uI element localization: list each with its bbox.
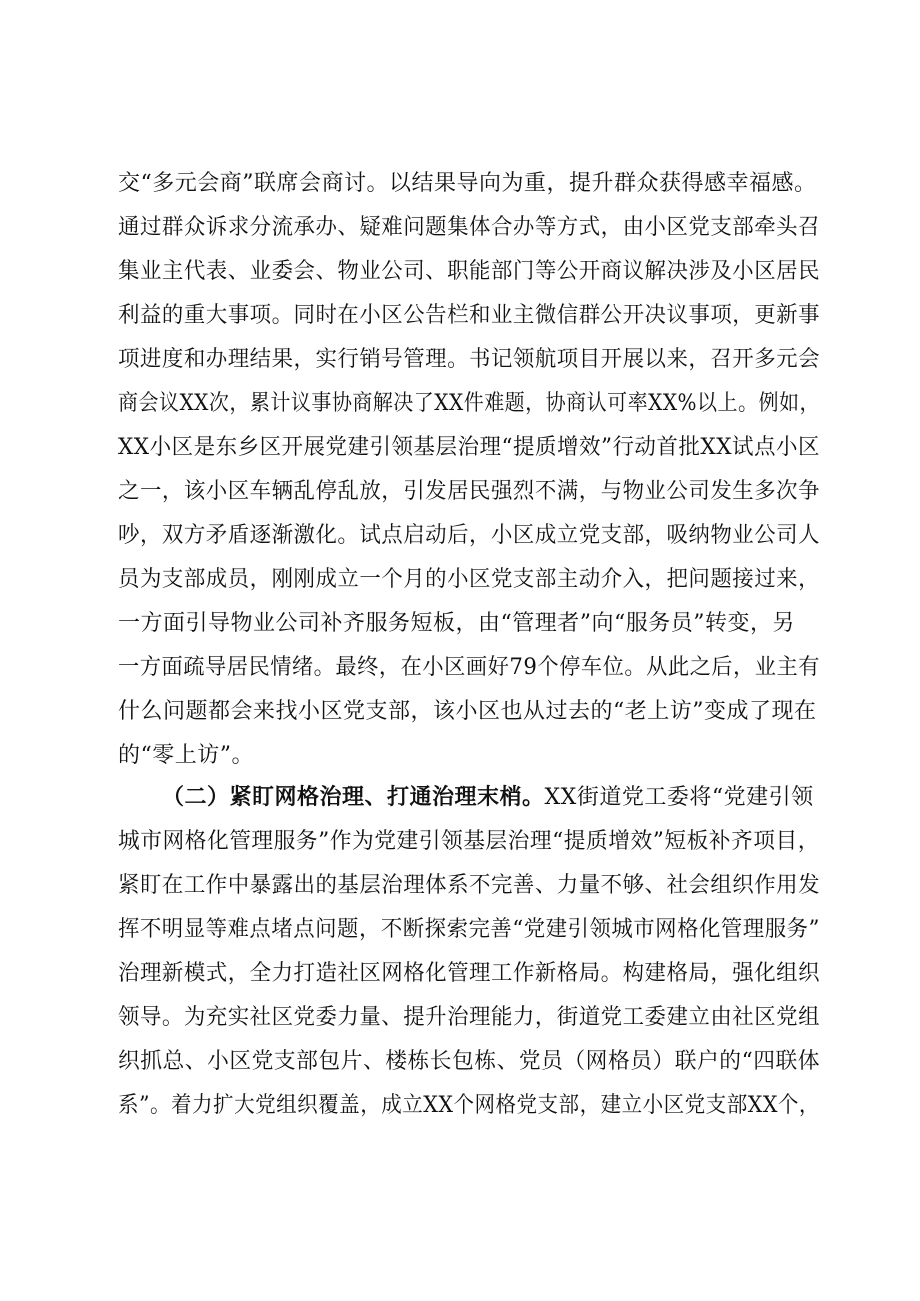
text-line: 什么问题都会来找小区党支部，该小区也从过去的“老上访”变成了现在 [118,699,817,724]
text-line: 之一，该小区车辆乱停乱放，引发居民强烈不满，与物业公司发生多次争 [118,479,821,504]
text-line: 织抓总、小区党支部包片、楼栋长包栋、党员（网格员）联户的“四联体 [118,1049,821,1074]
text-line: 城市网格化管理服务”作为党建引领基层治理“提质增效”短板补齐项目， [118,829,821,854]
text-line: XX小区是东乡区开展党建引领基层治理“提质增效”行动首批XX试点小区 [118,435,820,460]
text-line: 交“多元会商”联席会商讨。以结果导向为重，提升群众获得感幸福感。 [118,171,817,196]
text-line: 项进度和办理结果，实行销号管理。书记领航项目开展以来，召开多元会 [118,347,821,372]
text-line: 吵，双方矛盾逐渐激化。试点启动后，小区成立党支部，吸纳物业公司人 [118,523,821,548]
text-line: 商会议XX次，累计议事协商解决了XX件难题，协商认可率XX%以上。例如， [118,391,820,416]
text-line: 一方面疏导居民情绪。最终，在小区画好79个停车位。从此之后，业主有 [118,655,821,680]
paragraph-1 [118,162,820,778]
text-line: 利益的重大事项。同时在小区公告栏和业主微信群公开决议事项，更新事 [118,303,821,328]
text-line: 领导。为充实社区党委力量、提升治理能力，街道党工委建立由社区党组 [118,1005,821,1030]
text-line: 员为支部成员，刚刚成立一个月的小区党支部主动介入，把问题接过来， [118,567,821,592]
text-line: 的“零上访”。 [118,743,254,768]
text-line: 系”。着力扩大党组织覆盖，成立XX个网格党支部，建立小区党支部XX个， [118,1093,820,1118]
text-line: 集业主代表、业委会、物业公司、职能部门等公开商议解决涉及小区居民 [118,259,821,284]
text-line: 挥不明显等难点堵点问题，不断探索完善“党建引领城市网格化管理服务” [118,917,820,942]
section-heading: （二）紧盯网格治理、打通治理末梢。 [162,785,545,810]
text-line: 通过群众诉求分流承办、疑难问题集体合办等方式，由小区党支部牵头召 [118,215,821,240]
text-line: 紧盯在工作中暴露出的基层治理体系不完善、力量不够、社会组织作用发 [118,873,821,898]
text-line: 治理新模式，全力打造社区网格化管理工作新格局。构建格局，强化组织 [118,961,821,986]
text-line: （二）紧盯网格治理、打通治理末梢。 XX街道党工委将“党建引领 [118,776,820,820]
text-line: 一方面引导物业公司补齐服务短板，由“管理者”向“服务员”转变，另 [118,611,795,636]
paragraph-2 [118,776,820,1128]
